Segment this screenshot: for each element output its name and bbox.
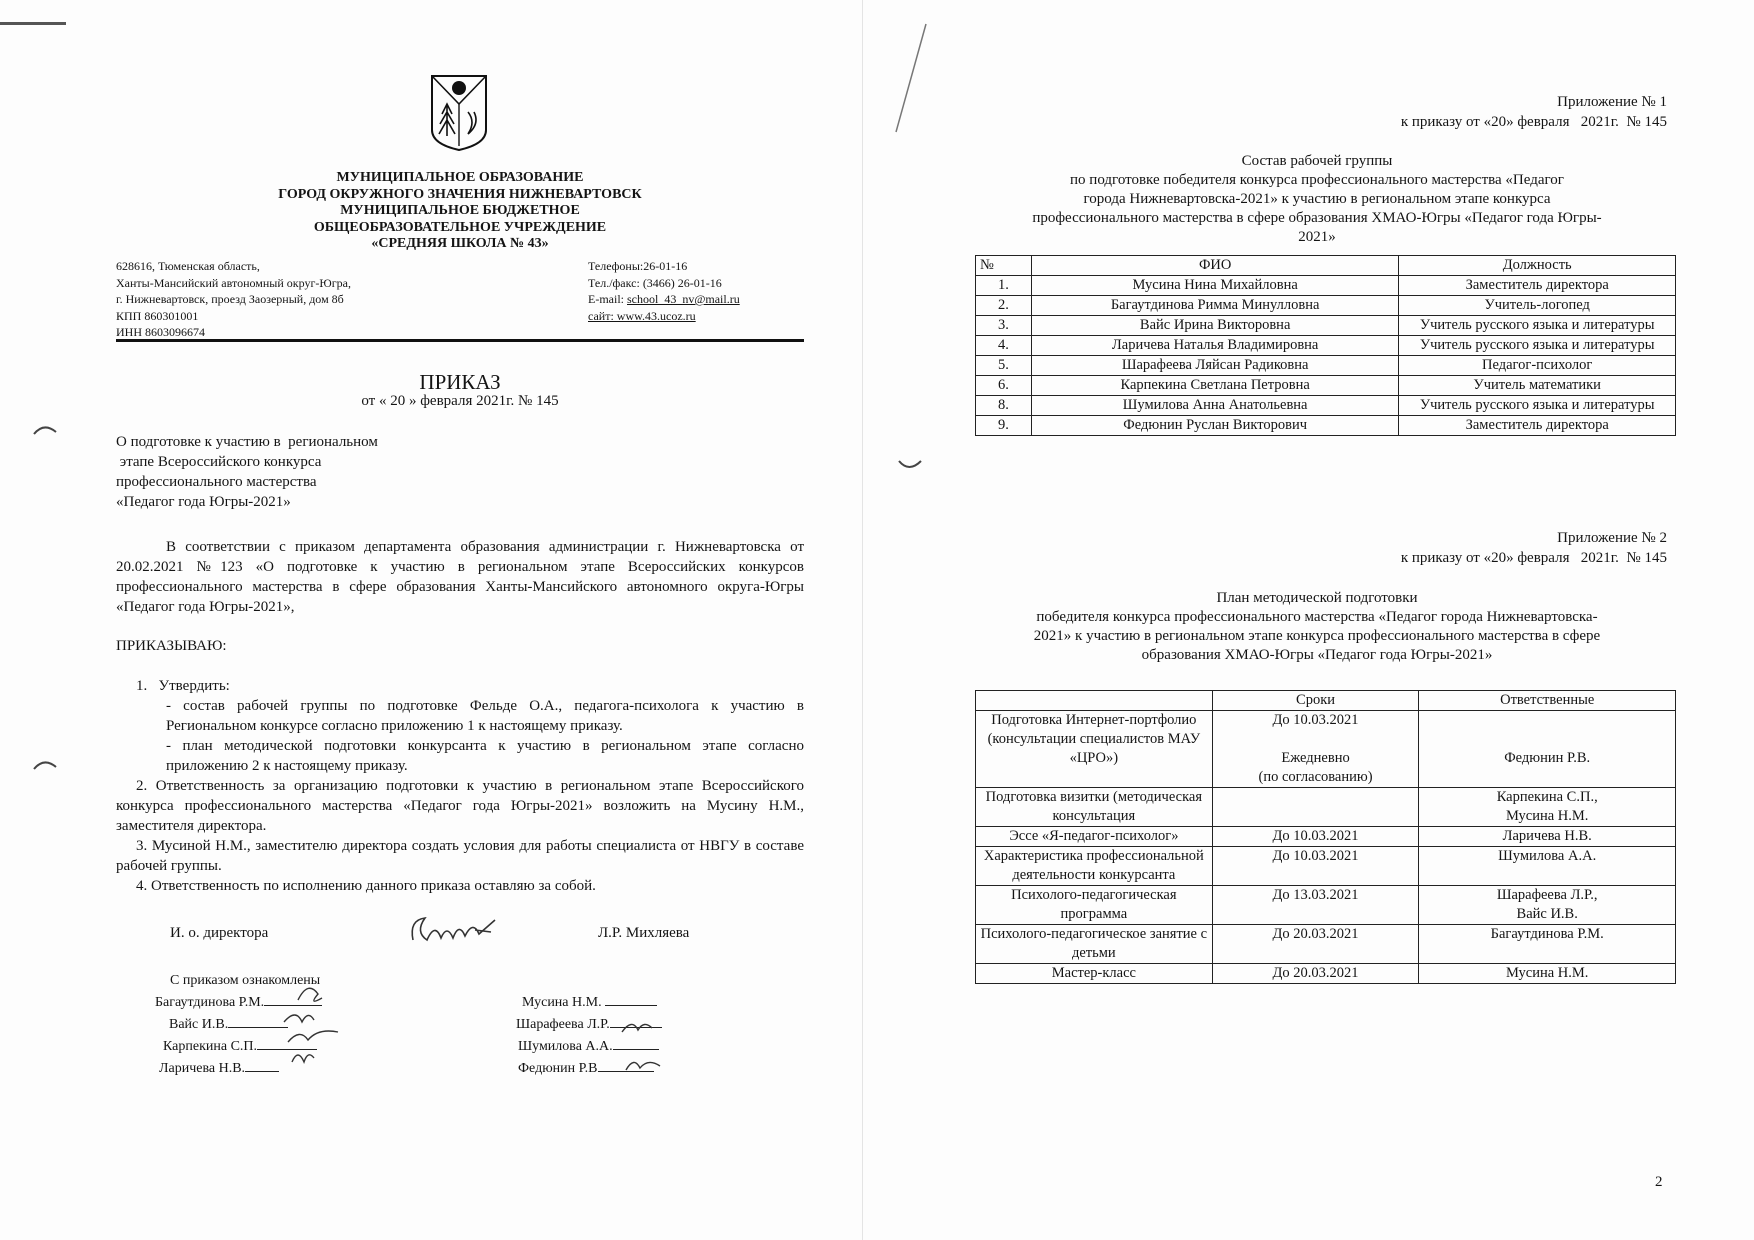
row-number: 3. [976,316,1032,336]
member-name: Карпекина Светлана Петровна [1031,376,1398,396]
member-position: Педагог-психолог [1399,356,1676,376]
right-page [862,0,1754,1240]
appendix1-header [1062,92,1667,132]
site-row [588,308,818,325]
table-header-row [976,691,1676,711]
responsible: Карпекина С.П., Мусина Н.М. [1419,788,1676,827]
appendix2-header [1062,528,1667,568]
activity: Эссе «Я-педагог-психолог» [976,827,1213,847]
row-number: 8. [976,396,1032,416]
order-basis-paragraph: В соответствии с приказом департамента образования администрации г. Нижневартовска от 20.02.2021 №123 «О подготовке к участию в региональном этапе Всероссийских конкурсов профессионального мастерства в сфере образования Ханты-Мансийского автономного округа-Югры «Педагог года Югры-2021», [116,539,804,615]
ack-name: Шумилова А.А. [518,1039,613,1054]
phones: Телефоны:26-01-16 [588,259,688,273]
ack-name: Мусина Н.М. [522,995,602,1010]
address-line: ИНН 8603096674 [116,325,205,339]
member-position: Учитель русского языка и литературы [1399,396,1676,416]
appendix1-title [972,152,1662,247]
table-row [976,336,1676,356]
col-header: Сроки [1212,691,1419,711]
member-position: Заместитель директора [1399,276,1676,296]
title-line: профессионального мастерства в сфере образования ХМАО-Югры «Педагог года Югры- [1032,210,1602,226]
member-name: Ларичева Наталья Владимировна [1031,336,1398,356]
member-position: Заместитель директора [1399,416,1676,436]
site-link[interactable]: сайт: www.43.ucoz.ru [588,308,696,323]
member-name: Мусина Нина Михайловна [1031,276,1398,296]
member-name: Федюнин Руслан Викторович [1031,416,1398,436]
row-number: 1. [976,276,1032,296]
ack-signatures-right-icon [612,1010,682,1080]
email-row [588,291,818,308]
subject-line: «Педагог года Югры-2021» [116,494,291,510]
responsible: Мусина Н.М. [1419,964,1676,984]
ack-name: Ларичева Н.В. [159,1061,246,1076]
table-row [976,827,1676,847]
appendix2-title [972,589,1662,665]
title-line: 2021» [1298,229,1336,245]
point-2: 2. Ответственность за организацию подготовки к участию в региональном этапе Всероссийского конкурса профессионального мастерства «Педагог года Югры-2021» возложить на Мусину Н.М., заместителя директора. [116,778,804,834]
activity: Подготовка Интернет-портфолио (консультации специалистов МАУ «ЦРО») [976,711,1213,788]
member-name: Шарафеева Ляйсан Радиковна [1031,356,1398,376]
title-line: План методической подготовки [1216,590,1418,606]
ack-name: Багаутдинова Р.М. [155,995,265,1010]
col-header: Ответственные [1419,691,1676,711]
header-divider [116,339,804,342]
address-line: г. Нижневартовск, проезд Заозерный, дом 8б [116,292,344,306]
fax: Тел./факс: (3466) 26-01-16 [588,275,722,290]
deadline: До 10.03.2021 [1212,847,1419,886]
title-line: города Нижневартовска-2021» к участию в региональном этапе конкурса [1083,191,1551,207]
deadline: До 10.03.2021 [1212,827,1419,847]
org-line: «СРЕДНЯЯ ШКОЛА № 43» [371,236,549,251]
orders-word: ПРИКАЗЫВАЮ: [116,638,227,654]
table-row [976,788,1676,827]
table-row [976,296,1676,316]
organization-header [200,170,720,253]
ack-name: Карпекина С.П. [163,1039,258,1054]
order-subject [116,432,436,512]
table-row [976,847,1676,886]
col-header: № [976,256,1032,276]
school-address [116,258,476,341]
email-link[interactable]: school_43_nv@mail.ru [627,292,740,306]
address-line: 628616, Тюменская область, [116,259,260,273]
member-name: Багаутдинова Римма Минулловна [1031,296,1398,316]
table-row [976,396,1676,416]
point-1a: - состав рабочей группы по подготовке Фельде О.А., педагога-психолога к участию в Региональном конкурсе согласно приложению 1 к настоящему приказу. [166,698,804,734]
subject-line: О подготовке к участию в региональном [116,434,378,450]
table-row [976,356,1676,376]
table-row [976,925,1676,964]
title-line: победителя конкурса профессионального мастерства «Педагог города Нижневартовска- [1036,609,1598,625]
preparation-plan-table [975,690,1676,984]
row-number: 2. [976,296,1032,316]
appendix2-label: Приложение № 2 [1557,530,1667,546]
deadline: До 10.03.2021 Ежедневно (по согласованию) [1212,711,1419,788]
row-number: 5. [976,356,1032,376]
member-position: Учитель математики [1399,376,1676,396]
order-date: от « 20 » февраля 2021г. № 145 [361,393,559,409]
activity: Характеристика профессиональной деятельности конкурсанта [976,847,1213,886]
deadline: До 13.03.2021 [1212,886,1419,925]
row-number: 6. [976,376,1032,396]
responsible: Багаутдинова Р.М. [1419,925,1676,964]
signer-label: И. о. директора [170,925,269,941]
activity: Подготовка визитки (методическая консультация [976,788,1213,827]
address-line: Ханты-Мансийский автономный округ-Югра, [116,275,351,290]
responsible: Ларичева Н.В. [1419,827,1676,847]
col-header: Должность [1399,256,1676,276]
activity: Мастер-класс [976,964,1213,984]
ack-signature-line [605,991,657,1006]
appendix1-ref: к приказу от «20» февраля 2021г. № 145 [1400,114,1667,130]
member-name: Вайс Ирина Викторовна [1031,316,1398,336]
ack-name: Федюнин Р.В [518,1061,598,1076]
order-points [116,676,804,896]
activity: Психолого-педагогическое занятие с детьми [976,925,1213,964]
deadline: До 20.03.2021 [1212,925,1419,964]
responsible: Шумилова А.А. [1419,847,1676,886]
ack-name: Вайс И.В. [169,1017,229,1032]
ack-signatures-left-icon [278,978,368,1078]
address-line: КПП 860301001 [116,308,199,323]
table-row [976,276,1676,296]
email-label: E-mail: [588,292,627,306]
city-crest-icon [430,74,488,152]
subject-line: профессионального мастерства [116,474,317,490]
title-line: Состав рабочей группы [1241,153,1393,169]
activity: Психолого-педагогическая программа [976,886,1213,925]
table-header-row [976,256,1676,276]
member-position: Учитель-логопед [1399,296,1676,316]
col-header: ФИО [1031,256,1398,276]
member-position: Учитель русского языка и литературы [1399,336,1676,356]
row-number: 9. [976,416,1032,436]
row-number: 4. [976,336,1032,356]
org-line: ОБЩЕОБРАЗОВАТЕЛЬНОЕ УЧРЕЖДЕНИЕ [313,219,607,235]
responsible: Федюнин Р.В. [1419,711,1676,788]
point-3: 3. Мусиной Н.М., заместителю директора создать условия для работы специалиста от НВГУ в составе рабочей группы. [116,838,804,874]
table-row [976,964,1676,984]
point-4: 4. Ответственность по исполнению данного приказа оставляю за собой. [136,878,596,894]
ack-signature-line [245,1057,279,1072]
subject-line: этапе Всероссийского конкурса [116,454,322,470]
order-title: ПРИКАЗ [419,370,501,394]
member-position: Учитель русского языка и литературы [1399,316,1676,336]
appendix1-label: Приложение № 1 [1557,94,1667,110]
title-line: образования ХМАО-Югры «Педагог года Югры-2021» [1141,647,1493,663]
org-line: МУНИЦИПАЛЬНОЕ ОБРАЗОВАНИЕ [336,170,584,185]
working-group-table [975,255,1676,436]
table-row [976,376,1676,396]
member-name: Шумилова Анна Анатольевна [1031,396,1398,416]
title-line: 2021» к участию в региональном этапе конкурса профессионального мастерства в сфере [1033,628,1601,644]
left-page [0,0,862,1240]
signer-name: Л.Р. Михляева [598,925,690,941]
point-1-head: 1. Утвердить: [136,678,230,694]
responsible: Шарафеева Л.Р., Вайс И.В. [1419,886,1676,925]
deadline [1212,788,1419,827]
title-line: по подготовке победителя конкурса профессионального мастерства «Педагог [1070,172,1564,188]
table-row [976,416,1676,436]
director-signature-icon [405,910,505,950]
org-line: ГОРОД ОКРУЖНОГО ЗНАЧЕНИЯ НИЖНЕВАРТОВСК [278,186,642,202]
point-1b: - план методической подготовки конкурсанта к участию в региональном этапе согласно приложению 2 к настоящему приказу. [166,738,804,774]
table-row [976,711,1676,788]
table-row [976,886,1676,925]
col-header [976,691,1213,711]
appendix2-ref: к приказу от «20» февраля 2021г. № 145 [1400,550,1667,566]
school-contacts [588,258,818,324]
ack-name: Шарафеева Л.Р. [516,1017,610,1032]
org-line: МУНИЦИПАЛЬНОЕ БЮДЖЕТНОЕ [340,203,580,218]
deadline: До 20.03.2021 [1212,964,1419,984]
page-number: 2 [1655,1174,1663,1190]
table-row [976,316,1676,336]
acknowledgement-title: С приказом ознакомлены [170,973,321,988]
